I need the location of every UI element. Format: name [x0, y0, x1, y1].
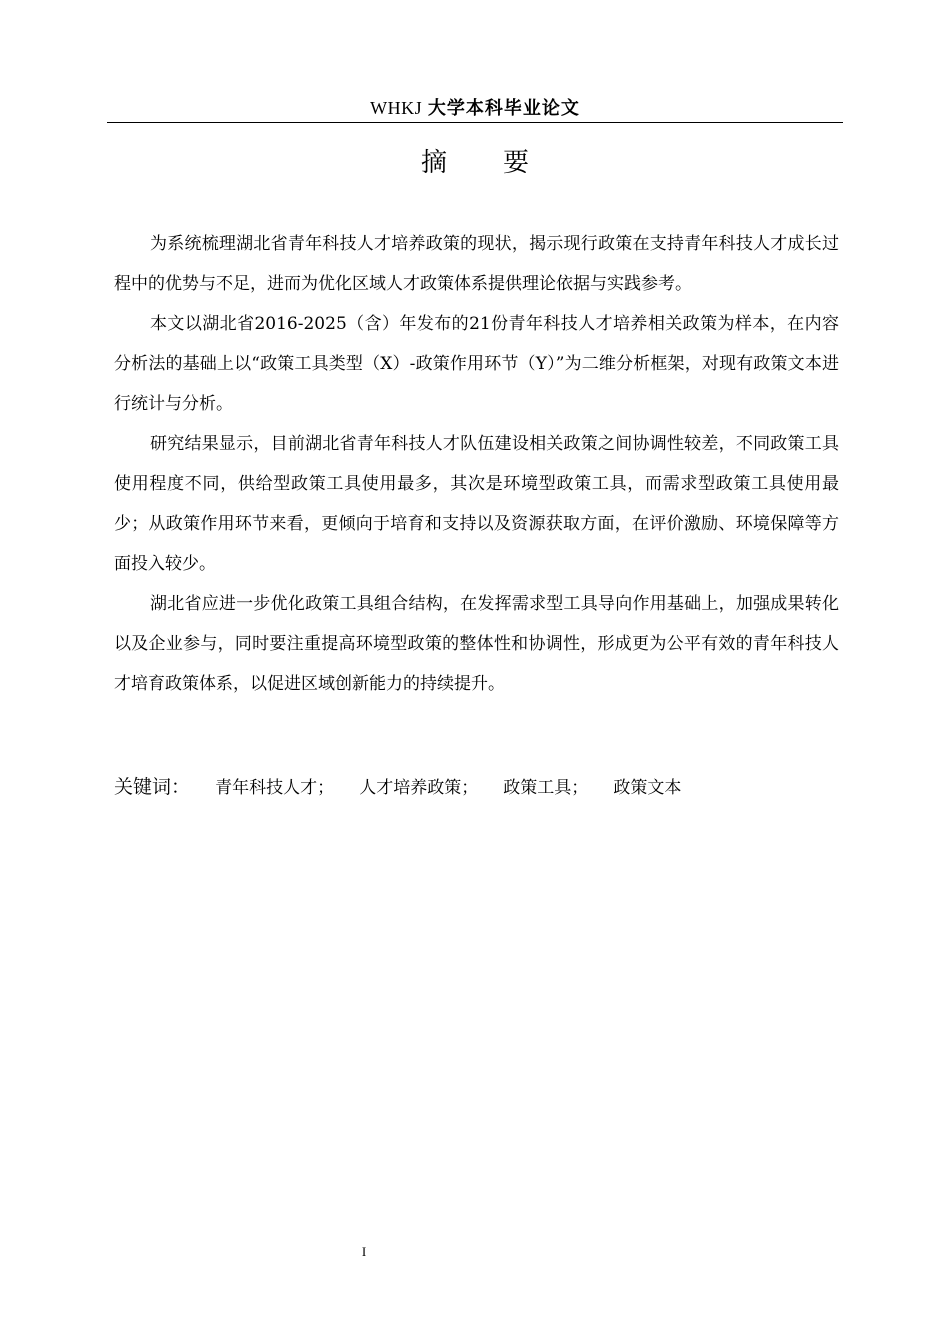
- abstract-title: 摘要: [420, 148, 585, 178]
- header-rule: [107, 122, 843, 123]
- keyword-item: 政策工具；: [503, 778, 589, 798]
- page-number: I: [361, 1244, 367, 1259]
- keyword-item: 政策文本: [613, 778, 682, 798]
- running-header: [107, 96, 843, 120]
- keyword-item: 人才培养政策；: [359, 778, 479, 798]
- header-thesis-name: 大学本科毕业论文: [427, 98, 580, 119]
- abstract-body: [114, 224, 839, 704]
- abstract-paragraph: 为系统梳理湖北省青年科技人才培养政策的现状，揭示现行政策在支持青年科技人才成长过程中的优势与不足，进而为优化区域人才政策体系提供理论依据与实践参考。: [114, 234, 839, 294]
- keyword-item: 青年科技人才；: [215, 778, 335, 798]
- abstract-paragraph: 本文以湖北省2016-2025（含）年发布的21份青年科技人才培养相关政策为样本，在内容分析法的基础上以“政策工具类型（X）-政策作用环节（Y）”为二维分析框架，对现有政策文本进行统计与分析。: [114, 314, 839, 414]
- keywords-line: [114, 771, 701, 803]
- header-code: WHKJ: [370, 98, 423, 118]
- abstract-paragraph: 研究结果显示，目前湖北省青年科技人才队伍建设相关政策之间协调性较差，不同政策工具使用程度不同，供给型政策工具使用最多，其次是环境型政策工具，而需求型政策工具使用最少；从政策作用环节来看，更倾向于培育和支持以及资源获取方面，在评价激励、环境保障等方面投入较少。: [114, 434, 839, 574]
- keywords-label: 关键词：: [114, 776, 191, 798]
- abstract-paragraph: 湖北省应进一步优化政策工具组合结构，在发挥需求型工具导向作用基础上，加强成果转化以及企业参与，同时要注重提高环境型政策的整体性和协调性，形成更为公平有效的青年科技人才培育政策体系，以促进区域创新能力的持续提升。: [114, 594, 839, 694]
